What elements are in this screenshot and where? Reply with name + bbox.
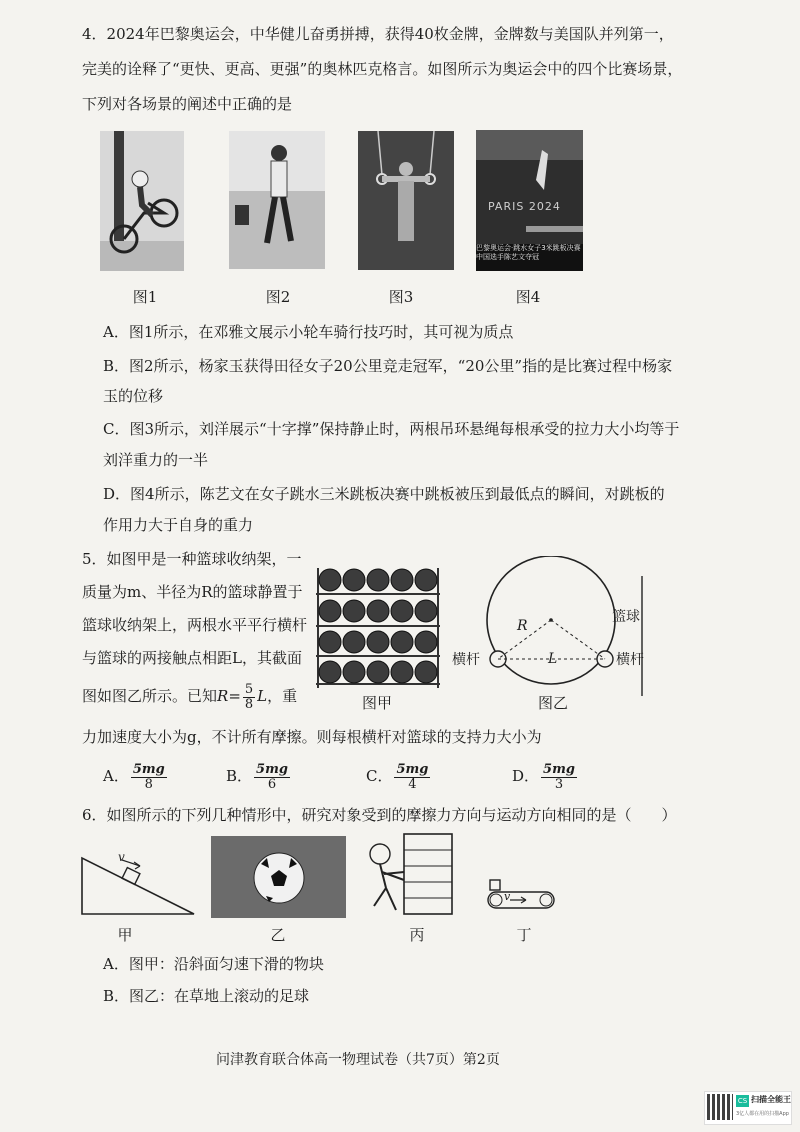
fraction-denominator: 8 xyxy=(144,776,153,792)
fraction-numerator: 5mg xyxy=(396,761,429,777)
fraction-denominator: 3 xyxy=(554,776,564,792)
figure-q6-yi-caption: 乙 xyxy=(270,926,286,944)
rack-basketball xyxy=(415,661,437,683)
figure-2-racewalk-photo xyxy=(229,131,325,269)
figure-q6-bing-push-crate xyxy=(360,832,456,918)
choice-letter: D． xyxy=(512,767,540,785)
q5-choice-b xyxy=(226,760,292,792)
figure-yi-caption: 图乙 xyxy=(537,694,568,712)
figure-q6-yi-soccer-photo xyxy=(211,836,346,918)
velocity-label-ding: v xyxy=(504,890,511,903)
scanner-watermark-badge xyxy=(704,1091,792,1125)
camscanner-logo-icon: CS xyxy=(737,1097,748,1105)
fraction-numerator: 5 xyxy=(244,681,254,697)
label-r: R xyxy=(517,618,528,634)
figure-4-caption: 图4 xyxy=(515,288,541,306)
choice-c-fraction xyxy=(394,763,430,792)
figure-4-diving-photo xyxy=(476,130,583,271)
rack-basketball xyxy=(343,600,365,622)
q5-line-5-text: 图如图乙所示。已知 xyxy=(82,687,218,705)
q5-line-6: 力加速度大小为g，不计所有摩擦。则每根横杆对篮球的支持力大小为 xyxy=(82,728,542,746)
q5-choice-a xyxy=(103,760,169,792)
rack-basketball xyxy=(367,600,389,622)
q5-line-2: 质量为m、半径为R的篮球静置于 xyxy=(82,583,303,601)
figure-q6-ding-caption: 丁 xyxy=(516,926,532,944)
q5-line-3: 篮球收纳架上，两根水平平行横杆 xyxy=(82,616,308,634)
figure-q6-ding-conveyor xyxy=(482,876,562,912)
figure-1-caption: 图1 xyxy=(132,288,158,306)
velocity-label-jia: v xyxy=(118,850,125,864)
figure-q6-jia-caption: 甲 xyxy=(117,926,133,944)
q4-option-d-line1: D．图4所示，陈艺文在女子跳水三米跳板决赛中跳板被压到最低点的瞬间，对跳板的 xyxy=(103,485,665,503)
var-l: L xyxy=(257,687,268,705)
var-r: R xyxy=(217,687,229,705)
rack-basketball xyxy=(343,631,365,653)
rack-basketball xyxy=(319,661,341,683)
badge-title: 扫描全能王 xyxy=(751,1095,791,1104)
rack-basketball xyxy=(415,569,437,591)
rack-basketball xyxy=(343,661,365,683)
choice-d-fraction xyxy=(541,763,577,792)
figure-1-bmx-photo xyxy=(100,131,184,271)
figure-jia-caption: 图甲 xyxy=(361,694,392,712)
figure-3-caption: 图3 xyxy=(388,288,414,306)
figure-4-overlay-text: PARIS 2024 xyxy=(488,200,561,213)
qr-code-icon xyxy=(707,1094,733,1120)
fraction-denominator: 6 xyxy=(267,776,277,792)
q6-option-a: A．图甲：沿斜面匀速下滑的物块 xyxy=(103,955,324,973)
q5-line-4: 与篮球的两接触点相距L，其截面 xyxy=(82,649,302,667)
q5-line-1: 5．如图甲是一种篮球收纳架，一 xyxy=(82,550,302,568)
choice-b-fraction xyxy=(254,763,290,792)
equals-sign: = xyxy=(228,687,241,705)
figure-4-broadcast-caption: 巴黎奥运会·跳水女子3米跳板决赛 中国选手陈艺文夺冠 xyxy=(476,244,583,271)
label-basketball: 篮球 xyxy=(612,609,640,625)
q5-choice-d xyxy=(512,760,579,792)
figure-yi-cross-section xyxy=(452,556,652,696)
choice-a-fraction xyxy=(131,763,167,792)
choice-letter: A． xyxy=(103,767,129,785)
figure-jia-basketball-rack xyxy=(308,556,448,696)
figure-3-rings-photo xyxy=(358,131,454,270)
rack-basketball xyxy=(415,600,437,622)
choice-letter: B． xyxy=(226,767,253,785)
fraction-five-eighths xyxy=(243,683,255,712)
figure-q6-bing-caption: 丙 xyxy=(409,926,425,944)
q4-line-1: 4．2024年巴黎奥运会，中华健儿奋勇拼搏，获得40枚金牌，金牌数与美国队并列第一， xyxy=(82,25,674,43)
rack-basketball xyxy=(415,631,437,653)
q5-line-5 xyxy=(82,680,297,712)
rack-basketball xyxy=(367,661,389,683)
fraction-denominator: 4 xyxy=(408,776,417,792)
figure-q6-jia-incline xyxy=(80,850,198,920)
page-footer: 问津教育联合体高一物理试卷（共7页）第2页 xyxy=(216,1052,500,1068)
label-rod-left: 横杆 xyxy=(452,652,480,668)
rack-basketball xyxy=(391,631,413,653)
q4-option-b-line2: 玉的位移 xyxy=(103,387,164,405)
rack-basketball xyxy=(343,569,365,591)
rack-basketball xyxy=(319,569,341,591)
label-rod-right: 横杆 xyxy=(616,652,644,668)
rack-basketball xyxy=(391,600,413,622)
rack-basketball xyxy=(367,569,389,591)
q4-line-2: 完美的诠释了“更快、更高、更强”的奥林匹克格言。如图所示为奥运会中的四个比赛场景， xyxy=(82,60,683,78)
q6-line-1: 6．如图所示的下列几种情形中，研究对象受到的摩擦力方向与运动方向相同的是（ ） xyxy=(82,806,677,824)
rack-basketball xyxy=(319,631,341,653)
fraction-denominator: 8 xyxy=(244,696,254,712)
fraction-numerator: 5mg xyxy=(543,761,575,777)
q4-option-a: A．图1所示，在邓雅文展示小轮车骑行技巧时，其可视为质点 xyxy=(103,323,514,341)
choice-letter: C． xyxy=(366,767,393,785)
q4-line-3: 下列对各场景的阐述中正确的是 xyxy=(82,95,293,113)
q6-option-b: B．图乙：在草地上滚动的足球 xyxy=(103,987,310,1005)
rack-basketball xyxy=(391,569,413,591)
q4-option-d-line2: 作用力大于自身的重力 xyxy=(103,516,254,534)
q5-choice-c xyxy=(366,760,432,792)
rack-basketball xyxy=(319,600,341,622)
fraction-numerator: 5mg xyxy=(256,761,288,777)
q5-line-5-tail: ，重 xyxy=(267,687,298,705)
fraction-numerator: 5mg xyxy=(132,761,165,777)
badge-subtitle: 3亿人都在用的扫描App xyxy=(736,1111,789,1117)
label-l: L xyxy=(548,651,558,667)
q4-option-c-line2: 刘洋重力的一半 xyxy=(103,451,209,469)
figure-2-caption: 图2 xyxy=(265,288,291,306)
q4-option-c-line1: C．图3所示，刘洋展示“十字撑”保持静止时，两根吊环悬绳每根承受的拉力大小均等于 xyxy=(103,420,680,438)
rack-basketball xyxy=(391,661,413,683)
rack-basketball xyxy=(367,631,389,653)
q4-option-b-line1: B．图2所示，杨家玉获得田径女子20公里竞走冠军，“20公里”指的是比赛过程中杨家 xyxy=(103,357,673,375)
